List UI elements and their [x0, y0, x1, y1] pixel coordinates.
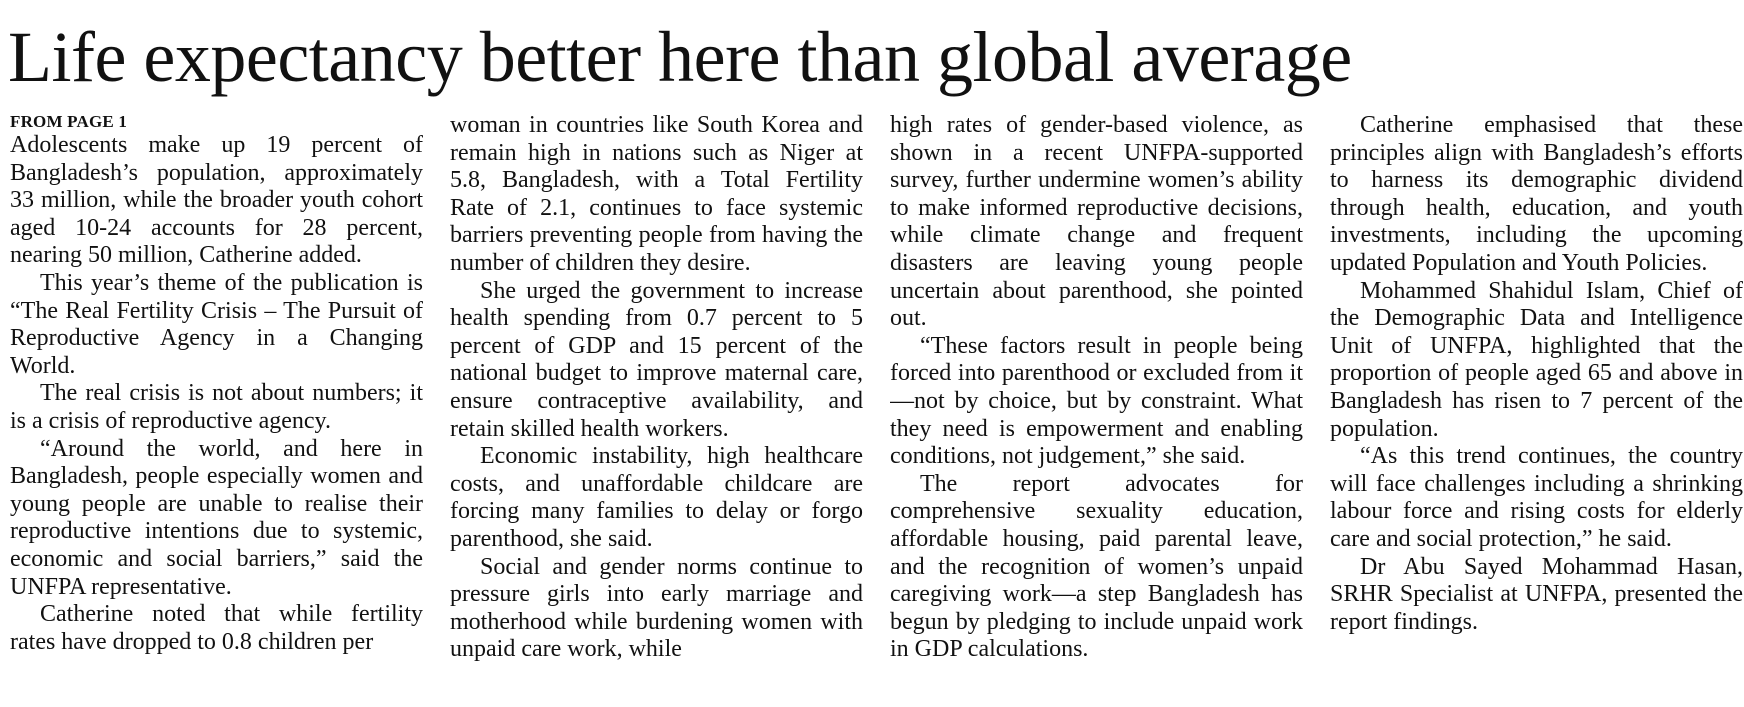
paragraph: high rates of gender-based violence, as shown in a recent UNFPA-supported survey, further undermine women’s ability to make informed reproductive decisions, while climate change and frequent disasters are leaving young people uncertain about parenthood, she pointed out.	[890, 112, 1303, 332]
paragraph: Catherine emphasised that these principles align with Bangladesh’s efforts to harness its demographic dividend through health, education, and youth investments, including the upcoming updated Population and Youth Policies.	[1330, 112, 1743, 276]
paragraph: The real crisis is not about numbers; it is a crisis of reproductive agency.	[10, 380, 423, 434]
paragraph: Economic instability, high healthcare costs, and unaffordable childcare are forcing many families to delay or forgo parenthood, she said.	[450, 443, 863, 552]
paragraph: Mohammed Shahidul Islam, Chief of the Demographic Data and Intelligence Unit of UNFPA, highlighted that the proportion of people aged 65 and above in Bangladesh has risen to 7 percent of the population.	[1330, 277, 1743, 442]
paragraph: woman in countries like South Korea and remain high in nations such as Niger at 5.8, Bangladesh, with a Total Fertility Rate of 2.1, continues to face systemic barriers preventing people from having the number of children they desire.	[450, 112, 863, 276]
article-column-3	[890, 112, 1303, 702]
paragraph: “As this trend continues, the country will face challenges including a shrinking labour force and rising costs for elderly care and social protection,” he said.	[1330, 443, 1743, 552]
paragraph: “These factors result in people being forced into parenthood or excluded from it—not by choice, but by constraint. What they need is empowerment and enabling conditions, not judgement,” she said.	[890, 332, 1303, 470]
paragraph: Social and gender norms continue to pressure girls into early marriage and motherhood while burdening women with unpaid care work, while	[450, 553, 863, 663]
paragraph: Dr Abu Sayed Mohammad Hasan, SRHR Specialist at UNFPA, presented the report findings.	[1330, 553, 1743, 635]
continuation-kicker: FROM PAGE 1	[10, 112, 128, 131]
headline: Life expectancy better here than global average	[8, 17, 1352, 97]
article-column-4	[1330, 112, 1743, 702]
paragraph: This year’s theme of the publication is “The Real Fertility Crisis – The Pursuit of Reproductive Agency in a Changing World.	[10, 269, 423, 379]
paragraph: “Around the world, and here in Bangladesh, people especially women and young people are unable to realise their reproductive intentions due to systemic, economic and social barriers,” said the UNFPA representative.	[10, 435, 423, 600]
article-body	[10, 112, 1743, 702]
article-column-1	[10, 112, 423, 702]
article-column-2	[450, 112, 863, 702]
paragraph: The report advocates for comprehensive sexuality education, affordable housing, paid parental leave, and the recognition of women’s unpaid caregiving work—a step Bangladesh has begun by pledging to include unpaid work in GDP calculations.	[890, 470, 1303, 663]
paragraph: She urged the government to increase health spending from 0.7 percent to 5 percent of GDP and 15 percent of the national budget to improve maternal care, ensure contraceptive availability, and retain skilled health workers.	[450, 277, 863, 442]
paragraph: Adolescents make up 19 percent of Bangladesh’s population, approximately 33 million, while the broader youth cohort aged 10-24 accounts for 28 percent, nearing 50 million, Catherine added.	[10, 132, 423, 269]
paragraph: Catherine noted that while fertility rates have dropped to 0.8 children per	[10, 601, 423, 655]
